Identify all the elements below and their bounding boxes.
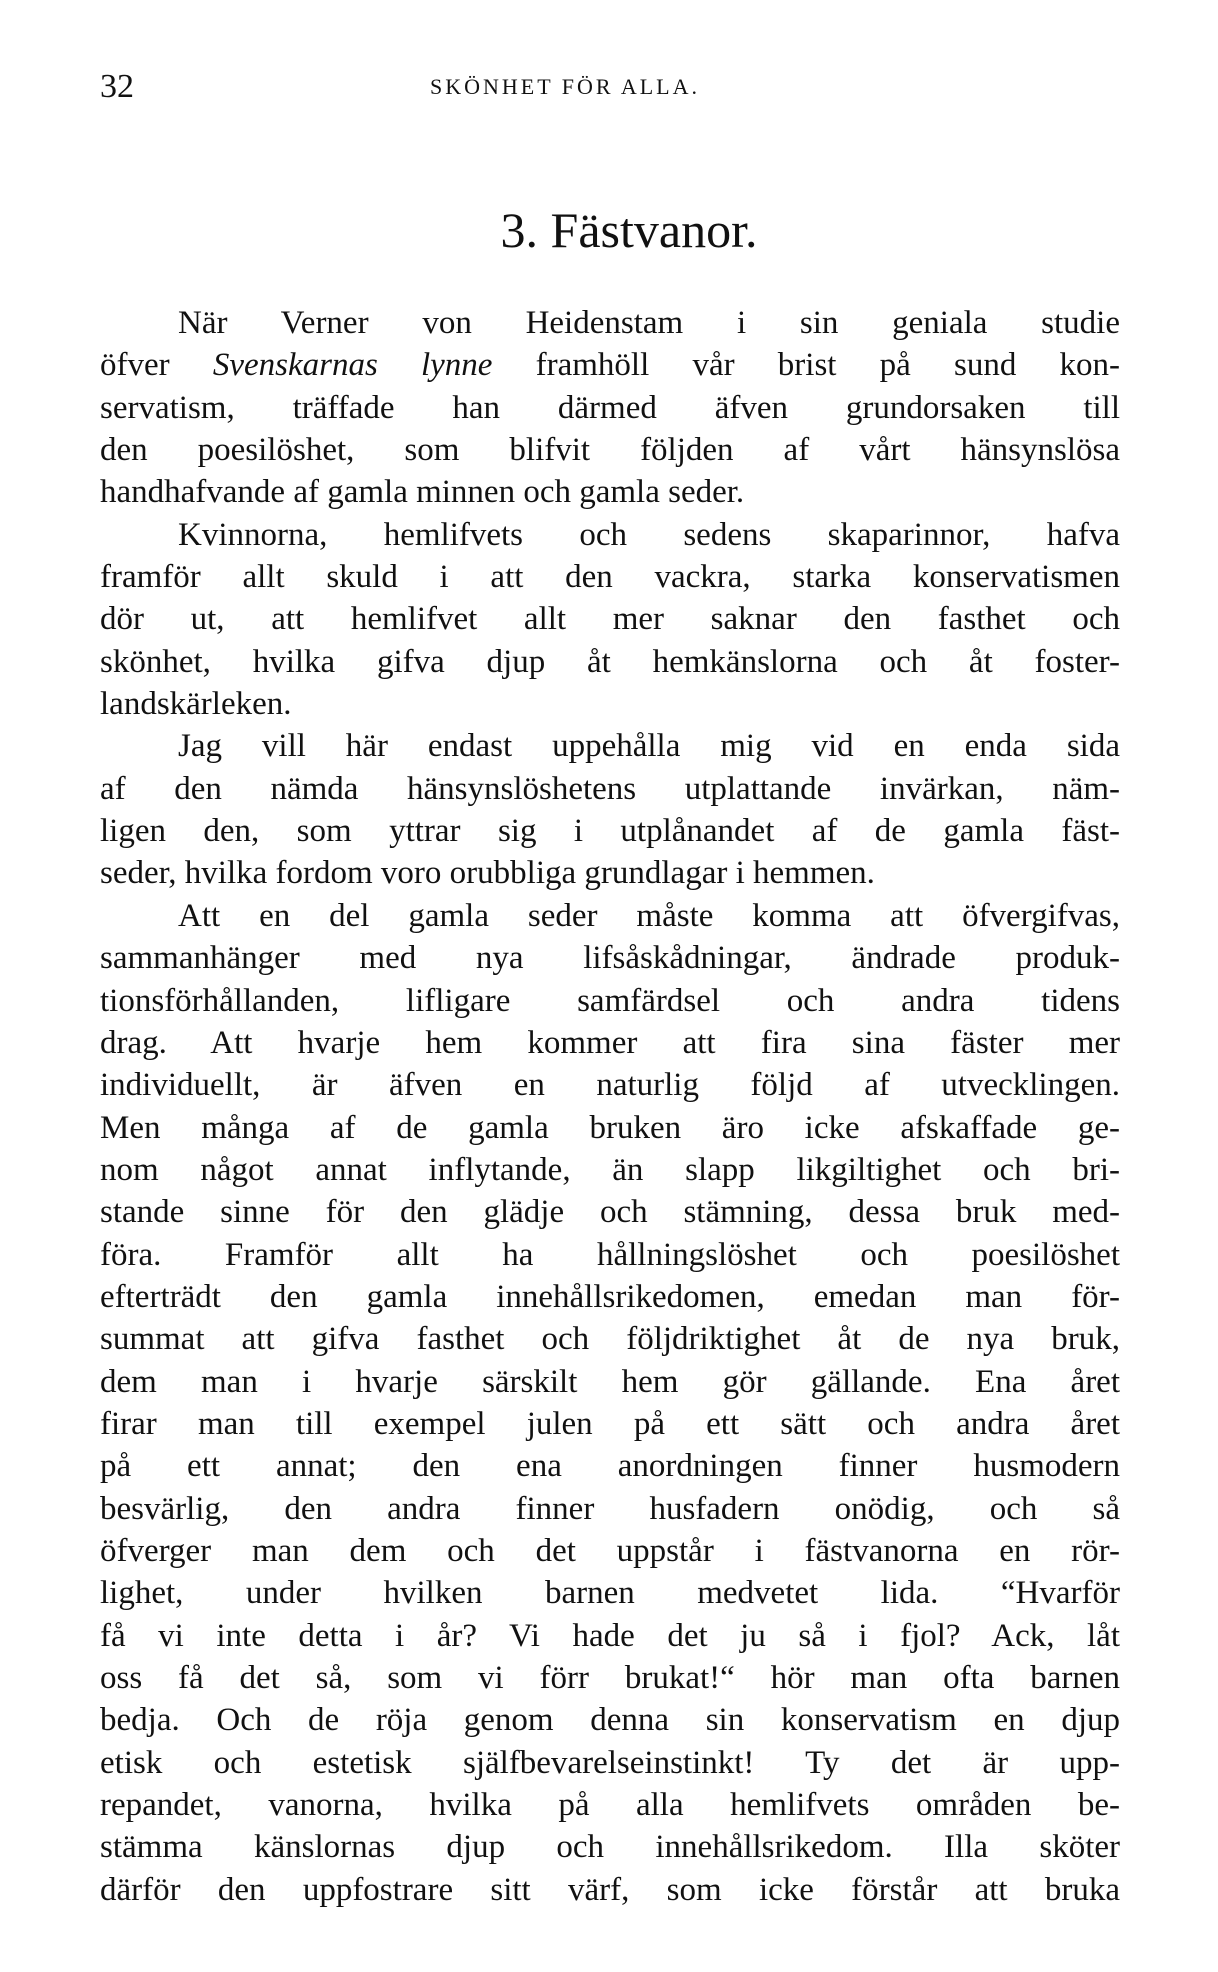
- text-line: stämma känslornas djup och innehållsrikedom. Illa sköter: [100, 1829, 1120, 1866]
- text-line: Men många af de gamla bruken äro icke afskaffade ge-: [100, 1109, 1120, 1146]
- text-line: seder, hvilka fordom voro orubbliga grundlagar i hemmen.: [100, 855, 875, 892]
- page-header: [100, 62, 1120, 112]
- text-line: individuellt, är äfven en naturlig följd af utvecklingen.: [100, 1067, 1120, 1104]
- text-line: framför allt skuld i att den vackra, starka konservatismen: [100, 559, 1120, 596]
- text-line: ligen den, som yttrar sig i utplånandet af de gamla fäst-: [100, 813, 1120, 850]
- text-line: repandet, vanorna, hvilka på alla hemlifvets områden be-: [100, 1787, 1120, 1824]
- text-line: på ett annat; den ena anordningen finner husmodern: [100, 1448, 1120, 1485]
- text-line: därför den uppfostrare sitt värf, som icke förstår att bruka: [100, 1871, 1120, 1908]
- text-line: När Verner von Heidenstam i sin geniala studie: [178, 305, 1120, 341]
- text-line: af den nämda hänsynslöshetens utplattande invärkan, näm-: [100, 770, 1120, 807]
- text-line: få vi inte detta i år? Vi hade det ju så i fjol? Ack, låt: [100, 1617, 1120, 1654]
- text-line: Kvinnorna, hemlifvets och sedens skaparinnor, hafva: [178, 516, 1120, 553]
- text-segment: öfver: [100, 347, 213, 384]
- body-text: [100, 302, 1120, 1911]
- text-line: Att en del gamla seder måste komma att öfvergifvas,: [178, 897, 1120, 934]
- text-line: öfverger man dem och det uppstår i fästvanorna en rör-: [100, 1532, 1120, 1569]
- text-line: handhafvande af gamla minnen och gamla seder.: [100, 474, 745, 511]
- text-line: dem man i hvarje särskilt hem gör gällande. Ena året: [100, 1363, 1120, 1400]
- text-line: servatism, träffade han därmed äfven grundorsaken till: [100, 389, 1120, 426]
- text-line: skönhet, hvilka gifva djup åt hemkänslorna och åt foster-: [100, 643, 1120, 680]
- text-line: Jag vill här endast uppehålla mig vid en enda sida: [178, 728, 1120, 765]
- text-line: drag. Att hvarje hem kommer att fira sina fäster mer: [100, 1024, 1120, 1061]
- chapter-title: 3. Fästvanor.: [500, 202, 758, 258]
- text-line: etisk och estetisk själfbevarelseinstinkt! Ty det är upp-: [100, 1744, 1120, 1781]
- text-line: efterträdt den gamla innehållsrikedomen, emedan man för-: [100, 1278, 1120, 1315]
- text-line: tionsförhållanden, lifligare samfärdsel och andra tidens: [100, 982, 1120, 1019]
- page-number: 32: [100, 68, 134, 105]
- text-line: lighet, under hvilken barnen medvetet lida. “Hvarför: [100, 1575, 1120, 1612]
- text-line: besvärlig, den andra finner husfadern onödig, och så: [100, 1490, 1120, 1527]
- text-line: firar man till exempel julen på ett sätt och andra året: [100, 1405, 1120, 1442]
- text-line: stande sinne för den glädje och stämning, dessa bruk med-: [100, 1194, 1120, 1231]
- text-line: föra. Framför allt ha hållningslöshet och poesilöshet: [100, 1236, 1120, 1273]
- text-line: bedja. Och de röja genom denna sin konservatism en djup: [100, 1702, 1120, 1739]
- text-line: sammanhänger med nya lifsåskådningar, ändrade produk-: [100, 940, 1120, 977]
- text-line: den poesilöshet, som blifvit följden af vårt hänsynslösa: [100, 432, 1120, 469]
- text-line: oss få det så, som vi förr brukat!“ hör man ofta barnen: [100, 1660, 1120, 1696]
- text-line: [100, 344, 1120, 386]
- running-head: SKÖNHET FÖR ALLA.: [430, 74, 701, 99]
- text-segment: framhöll vår brist på sund kon-: [492, 347, 1120, 384]
- text-line: summat att gifva fasthet och följdriktighet åt de nya bruk,: [100, 1321, 1120, 1358]
- text-line: nom något annat inflytande, än slapp likgiltighet och bri-: [100, 1151, 1120, 1188]
- text-line: dör ut, att hemlifvet allt mer saknar den fasthet och: [100, 601, 1120, 638]
- italic-title: Svenskarnas lynne: [212, 347, 493, 384]
- text-line: landskärleken.: [100, 686, 292, 723]
